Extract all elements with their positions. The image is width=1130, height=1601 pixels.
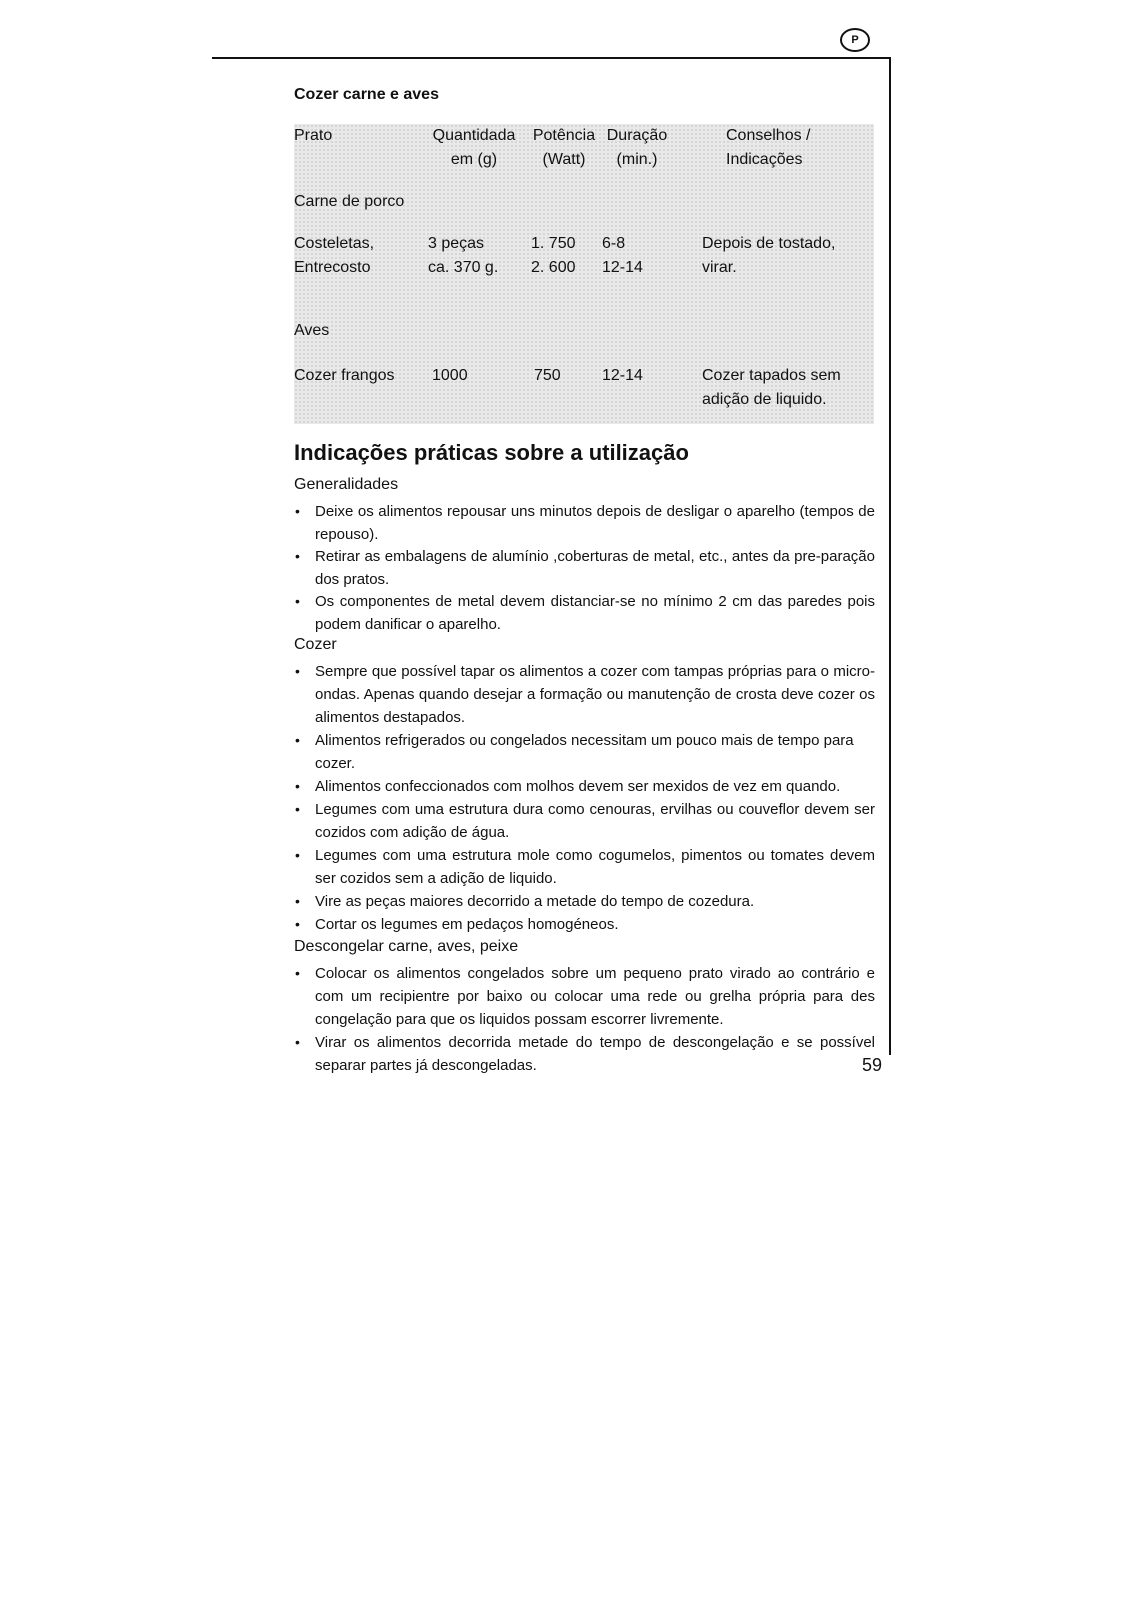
list-item: • Alimentos confeccionados com molhos devem ser mexidos de vez em quando.: [315, 775, 875, 798]
list-item: • Os componentes de metal devem distanciar-se no mínimo 2 cm das paredes pois podem danificar o aparelho.: [315, 590, 875, 636]
group-title-poultry: Aves: [294, 322, 330, 339]
group-title-pork: Carne de porco: [294, 193, 405, 210]
row-quantity: [428, 232, 498, 280]
row-quantity-line-1: 1000: [432, 367, 468, 384]
top-rule: [212, 57, 891, 59]
country-code-badge: P: [840, 28, 870, 52]
header-quantity-line-2: em (g): [450, 151, 498, 168]
row-dish-line-2: Entrecosto: [294, 259, 371, 276]
row-tips-line-1: Cozer tapados sem: [702, 367, 841, 384]
row-power-line-1: 750: [534, 367, 561, 384]
row-duration: [602, 232, 643, 280]
row-duration-line-2: 12-14: [602, 259, 643, 276]
row-duration-line-1: 6-8: [602, 235, 626, 252]
header-tips-line-2: Indicações: [726, 151, 803, 168]
row-duration-line-1: 12-14: [602, 367, 643, 384]
row-tips-line-1: Depois de tostado,: [702, 235, 836, 252]
list-item: • Colocar os alimentos congelados sobre um pequeno prato virado ao contrário e com um recipientre por baixo ou colocar uma rede ou grelha própria para des congelação para que os liquidos possam escorrer livremente.: [315, 962, 875, 1031]
row-power-line-1: 1. 750: [531, 235, 576, 252]
header-power-line-2: (Watt): [542, 151, 586, 168]
row-quantity-line-1: 3 peças: [428, 235, 485, 252]
row-quantity: [432, 364, 468, 388]
header-power-line-1: Potência: [532, 127, 596, 144]
header-duration-line-2: (min.): [616, 151, 658, 168]
row-dish: [294, 232, 374, 280]
list-item: • Vire as peças maiores decorrido a metade do tempo de cozedura.: [315, 890, 875, 913]
row-dish-line-1: Cozer frangos: [294, 367, 395, 384]
header-power: [526, 124, 602, 172]
list-item: • Cortar os legumes em pedaços homogéneos.: [315, 913, 875, 936]
guide-title: Indicações práticas sobre a utilização: [294, 440, 689, 465]
right-rule: [889, 57, 891, 1055]
row-quantity-line-2: ca. 370 g.: [428, 259, 499, 276]
subsection-title-cooking: Cozer: [294, 636, 337, 653]
list-item: • Legumes com uma estrutura mole como cogumelos, pimentos ou tomates devem ser cozidos sem a adição de liquido.: [315, 844, 875, 890]
row-tips-line-2: adição de liquido.: [702, 391, 827, 408]
list-item: • Sempre que possível tapar os alimentos a cozer com tampas próprias para o micro-ondas. Apenas quando desejar a formação ou manutenção de crosta deve cozer os alimentos destapados.: [315, 660, 875, 729]
row-power: [534, 364, 561, 388]
header-tips: [726, 124, 811, 172]
row-dish: [294, 364, 395, 388]
header-duration-line-1: Duração: [606, 127, 668, 144]
header-dish: Prato: [294, 127, 333, 144]
subsection-title-general: Generalidades: [294, 476, 399, 493]
header-quantity: [422, 124, 526, 172]
row-power: [531, 232, 575, 280]
row-duration: [602, 364, 643, 388]
list-item: • Deixe os alimentos repousar uns minutos depois de desligar o aparelho (tempos de repouso).: [315, 500, 875, 546]
row-dish-line-1: Costeletas,: [294, 235, 375, 252]
list-item: • Retirar as embalagens de alumínio ,coberturas de metal, etc., antes da pre-paração dos pratos.: [315, 545, 875, 591]
list-item: • Alimentos refrigerados ou congelados necessitam um pouco mais de tempo para cozer.: [315, 729, 875, 775]
row-tips: [702, 364, 841, 412]
row-tips: [702, 232, 835, 280]
list-item: • Virar os alimentos decorrida metade do tempo de descongelação e se possível separar partes já descongeladas.: [315, 1031, 875, 1077]
cooking-table: [294, 124, 874, 424]
section-title: Cozer carne e aves: [294, 86, 439, 103]
subsection-title-defrosting: Descongelar carne, aves, peixe: [294, 938, 519, 955]
row-tips-line-2: virar.: [702, 259, 737, 276]
row-power-line-2: 2. 600: [531, 259, 576, 276]
header-tips-line-1: Conselhos /: [726, 127, 811, 144]
list-item: • Legumes com uma estrutura dura como cenouras, ervilhas ou couveflor devem ser cozidos com adição de água.: [315, 798, 875, 844]
header-duration: [602, 124, 672, 172]
page-number: 59: [862, 1055, 883, 1075]
header-quantity-line-1: Quantidada: [432, 127, 516, 144]
